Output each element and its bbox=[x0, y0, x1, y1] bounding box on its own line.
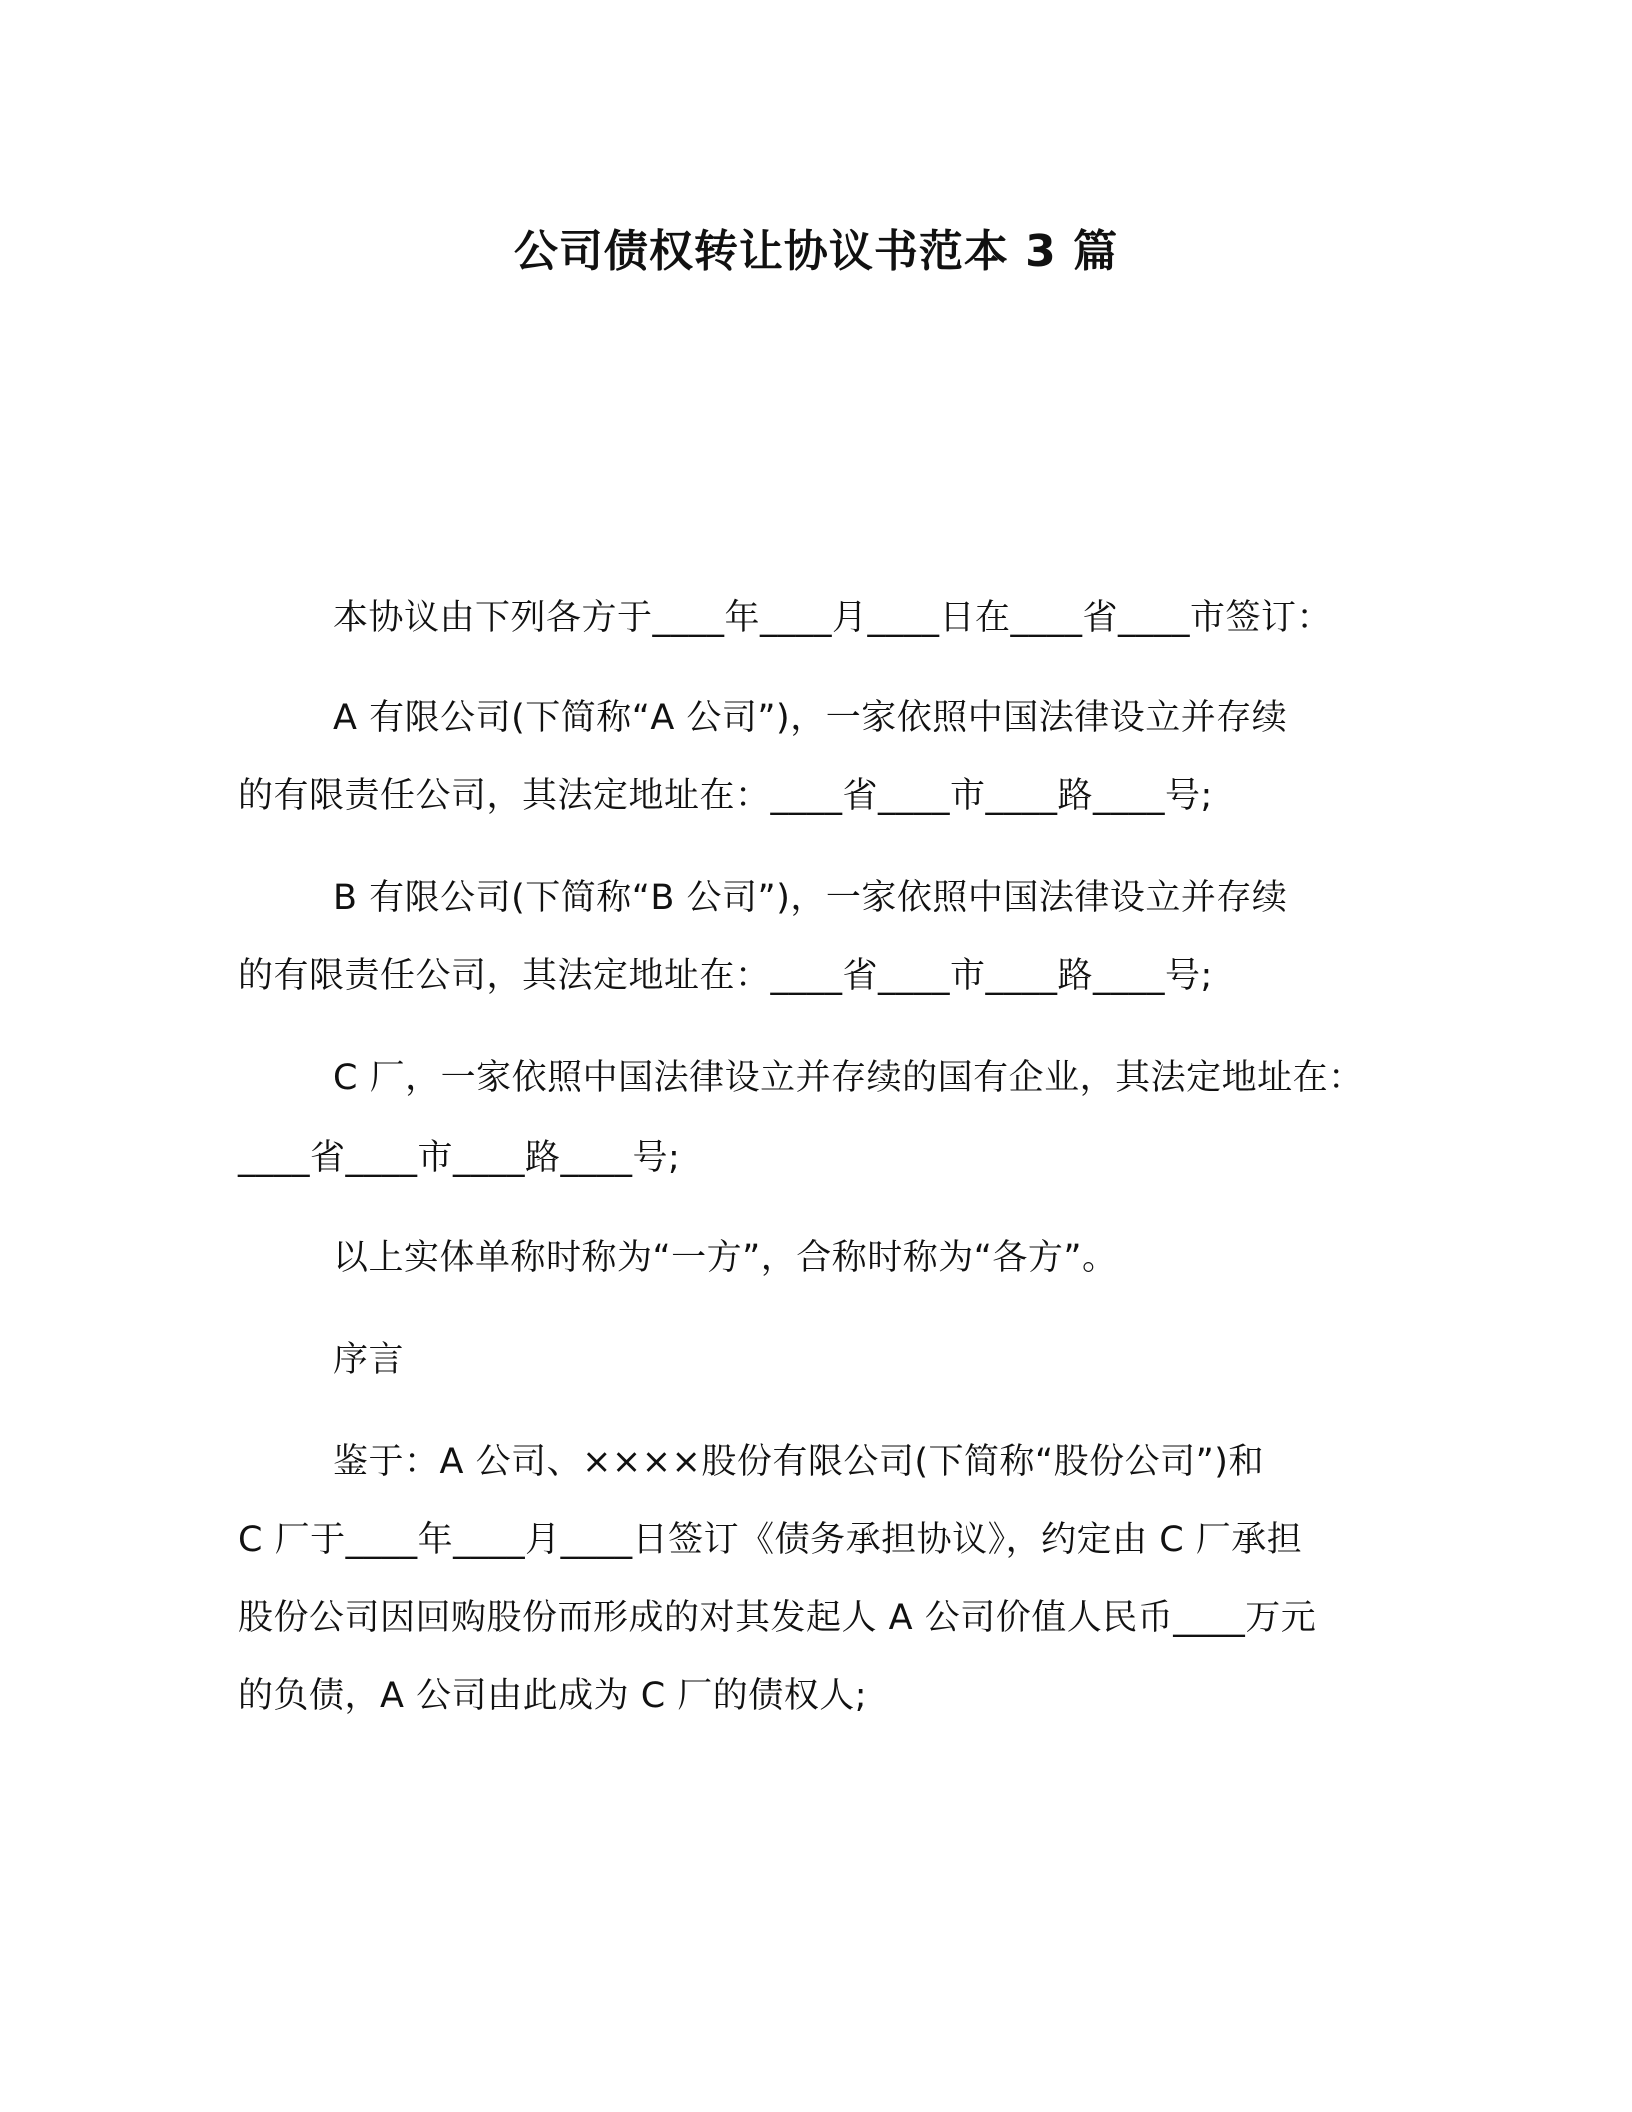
paragraph-whereas-line-3: 股份公司因回购股份而形成的对其发起人 A 公司价值人民币____万元 bbox=[238, 1598, 1317, 1638]
paragraph-party-a-line-2: 的有限责任公司，其法定地址在：____省____市____路____号; bbox=[238, 776, 1213, 816]
paragraph-party-b-line-1: B 有限公司(下简称“B 公司”)，一家依照中国法律设立并存续 bbox=[333, 878, 1288, 918]
document-title: 公司债权转让协议书范本 3 篇 bbox=[513, 226, 1119, 277]
paragraph-party-definition: 以上实体单称时称为“一方”，合称时称为“各方”。 bbox=[333, 1238, 1118, 1278]
paragraph-party-c-line-2: ____省____市____路____号; bbox=[238, 1138, 681, 1178]
paragraph-party-c-line-1: C 厂，一家依照中国法律设立并存续的国有企业，其法定地址在： bbox=[333, 1058, 1364, 1098]
paragraph-whereas-line-1: 鉴于：A 公司、××××股份有限公司(下简称“股份公司”)和 bbox=[333, 1442, 1264, 1482]
paragraph-whereas-line-4: 的负债，A 公司由此成为 C 厂的债权人; bbox=[238, 1676, 868, 1716]
section-heading-preface: 序言 bbox=[333, 1340, 405, 1380]
paragraph-whereas-line-2: C 厂于____年____月____日签订《债务承担协议》，约定由 C 厂承担 bbox=[238, 1520, 1303, 1560]
paragraph-party-b-line-2: 的有限责任公司，其法定地址在：____省____市____路____号; bbox=[238, 956, 1213, 996]
paragraph-party-a-line-1: A 有限公司(下简称“A 公司”)，一家依照中国法律设立并存续 bbox=[333, 698, 1288, 738]
paragraph-signing-intro: 本协议由下列各方于____年____月____日在____省____市签订： bbox=[333, 598, 1333, 638]
